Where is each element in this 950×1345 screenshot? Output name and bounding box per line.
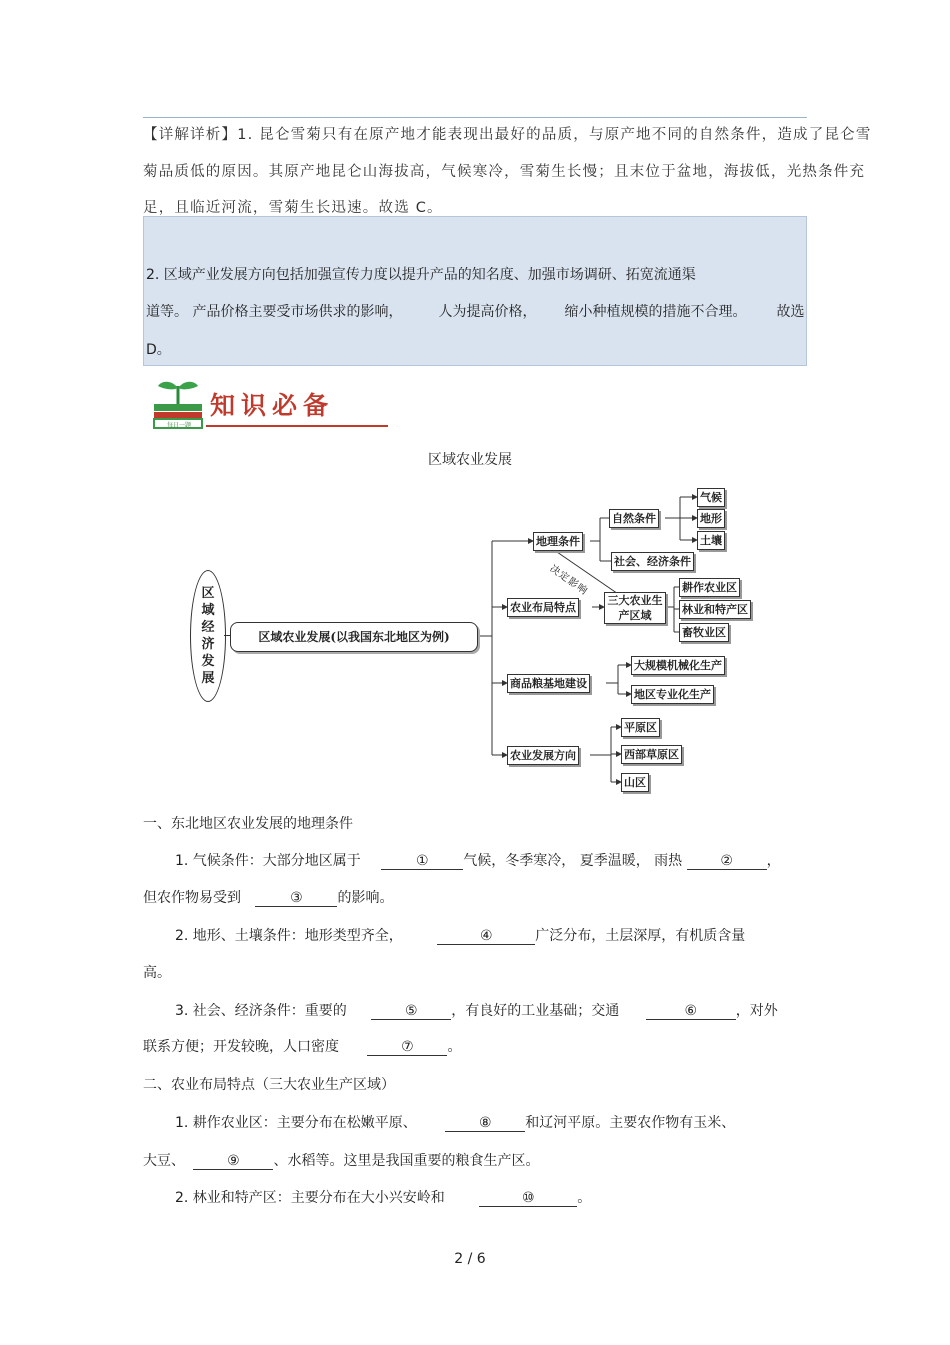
blank-1: ① [381, 854, 463, 870]
node-specialized: 地区专业化生产 [631, 685, 714, 704]
blank-3: ③ [255, 891, 337, 907]
section2-item2: 2. 林业和特产区：主要分布在大小兴安岭和 ⑩ 。 [175, 1190, 592, 1206]
node-mountain: 山区 [621, 773, 649, 792]
node-livestock-area: 畜牧业区 [679, 623, 729, 642]
node-climate: 气候 [697, 488, 725, 507]
section1-item3: 3. 社会、经济条件：重要的 ⑤ ，有良好的工业基础；交通 ⑥ ，对外 [175, 1003, 778, 1019]
banner-tag: 每日一题 [166, 422, 191, 429]
analysis-p2-line-3: D。 [146, 342, 171, 358]
blank-8: ⑧ [445, 1116, 525, 1132]
diagram-root-label: 区域经济发展 [201, 586, 215, 686]
arrow-label-decides: 决定影响 [547, 563, 590, 598]
node-development-direction: 农业发展方向 [507, 746, 579, 765]
analysis-p2-line-2: 道等。 产品价格主要受市场供求的影响， 人为提高价格， 缩小种植规模的措施不合理。 故选 [146, 304, 805, 320]
section1-item1: 1. 气候条件：大部分地区属于 ① 气候，冬季寒冷， 夏季温暖， 雨热 ② ， [175, 853, 781, 869]
section2-item1-cont: 大豆、 ⑨ 、水稻等。这里是我国重要的粮食生产区。 [143, 1153, 540, 1169]
analysis-line-2: 菊品质低的原因。其原产地昆仑山海拔高，气候寒冷，雪菊生长慢；且末位于盆地，海拔低，光热条件充 [143, 164, 866, 180]
blank-7: ⑦ [367, 1040, 447, 1056]
node-forestry-area: 林业和特产区 [679, 600, 751, 619]
blank-2: ② [687, 854, 767, 870]
section1-item1-cont: 但农作物易受到 ③ 的影响。 [143, 890, 394, 906]
section1-heading: 一、东北地区农业发展的地理条件 [143, 816, 353, 832]
node-layout-features: 农业布局特点 [507, 598, 579, 617]
node-grassland: 西部草原区 [621, 745, 682, 764]
node-terrain: 地形 [697, 509, 725, 528]
blank-6: ⑥ [646, 1004, 736, 1020]
node-grain-base: 商品粮基地建设 [507, 674, 590, 693]
node-natural-conditions: 自然条件 [609, 509, 659, 528]
node-social-economic: 社会、经济条件 [611, 552, 694, 571]
section1-item2: 2. 地形、土壤条件：地形类型齐全， ④ 广泛分布，土层深厚，有机质含量 [175, 928, 746, 944]
node-mechanized: 大规模机械化生产 [631, 656, 725, 675]
blank-10: ⑩ [479, 1191, 577, 1207]
blank-5: ⑤ [371, 1004, 451, 1020]
analysis-line-3: 足，且临近河流，雪菊生长迅速。故选 C。 [143, 200, 443, 216]
blank-4: ④ [437, 929, 535, 945]
page-number: 2 / 6 [454, 1251, 486, 1267]
section1-item2-cont: 高。 [143, 965, 171, 981]
section2-item1: 1. 耕作农业区：主要分布在松嫩平原、 ⑧ 和辽河平原。主要农作物有玉米、 [175, 1115, 736, 1131]
diagram-root [190, 570, 226, 702]
diagram-title: 区域农业发展 [428, 452, 512, 468]
diagram-main: 区域农业发展(以我国东北地区为例) [230, 622, 478, 652]
analysis-p2-line-1: 2. 区域产业发展方向包括加强宣传力度以提升产品的知名度、加强市场调研、拓宽流通渠 [146, 267, 696, 283]
node-geo-conditions: 地理条件 [533, 532, 583, 551]
section1-item3-cont: 联系方便；开发较晚，人口密度 ⑦ 。 [143, 1039, 462, 1055]
node-soil: 土壤 [697, 531, 725, 550]
node-farming-area: 耕作农业区 [679, 578, 740, 597]
node-plain: 平原区 [621, 718, 660, 737]
blank-9: ⑨ [193, 1154, 273, 1170]
section2-heading: 二、农业布局特点（三大农业生产区域） [143, 1077, 395, 1093]
analysis-line-1: 【详解详析】1. 昆仑雪菊只有在原产地才能表现出最好的品质，与原产地不同的自然条件，造成了昆仑雪 [143, 127, 872, 143]
node-three-regions: 三大农业生产区域 [604, 592, 666, 624]
banner-title: 知识必备 [210, 391, 335, 420]
